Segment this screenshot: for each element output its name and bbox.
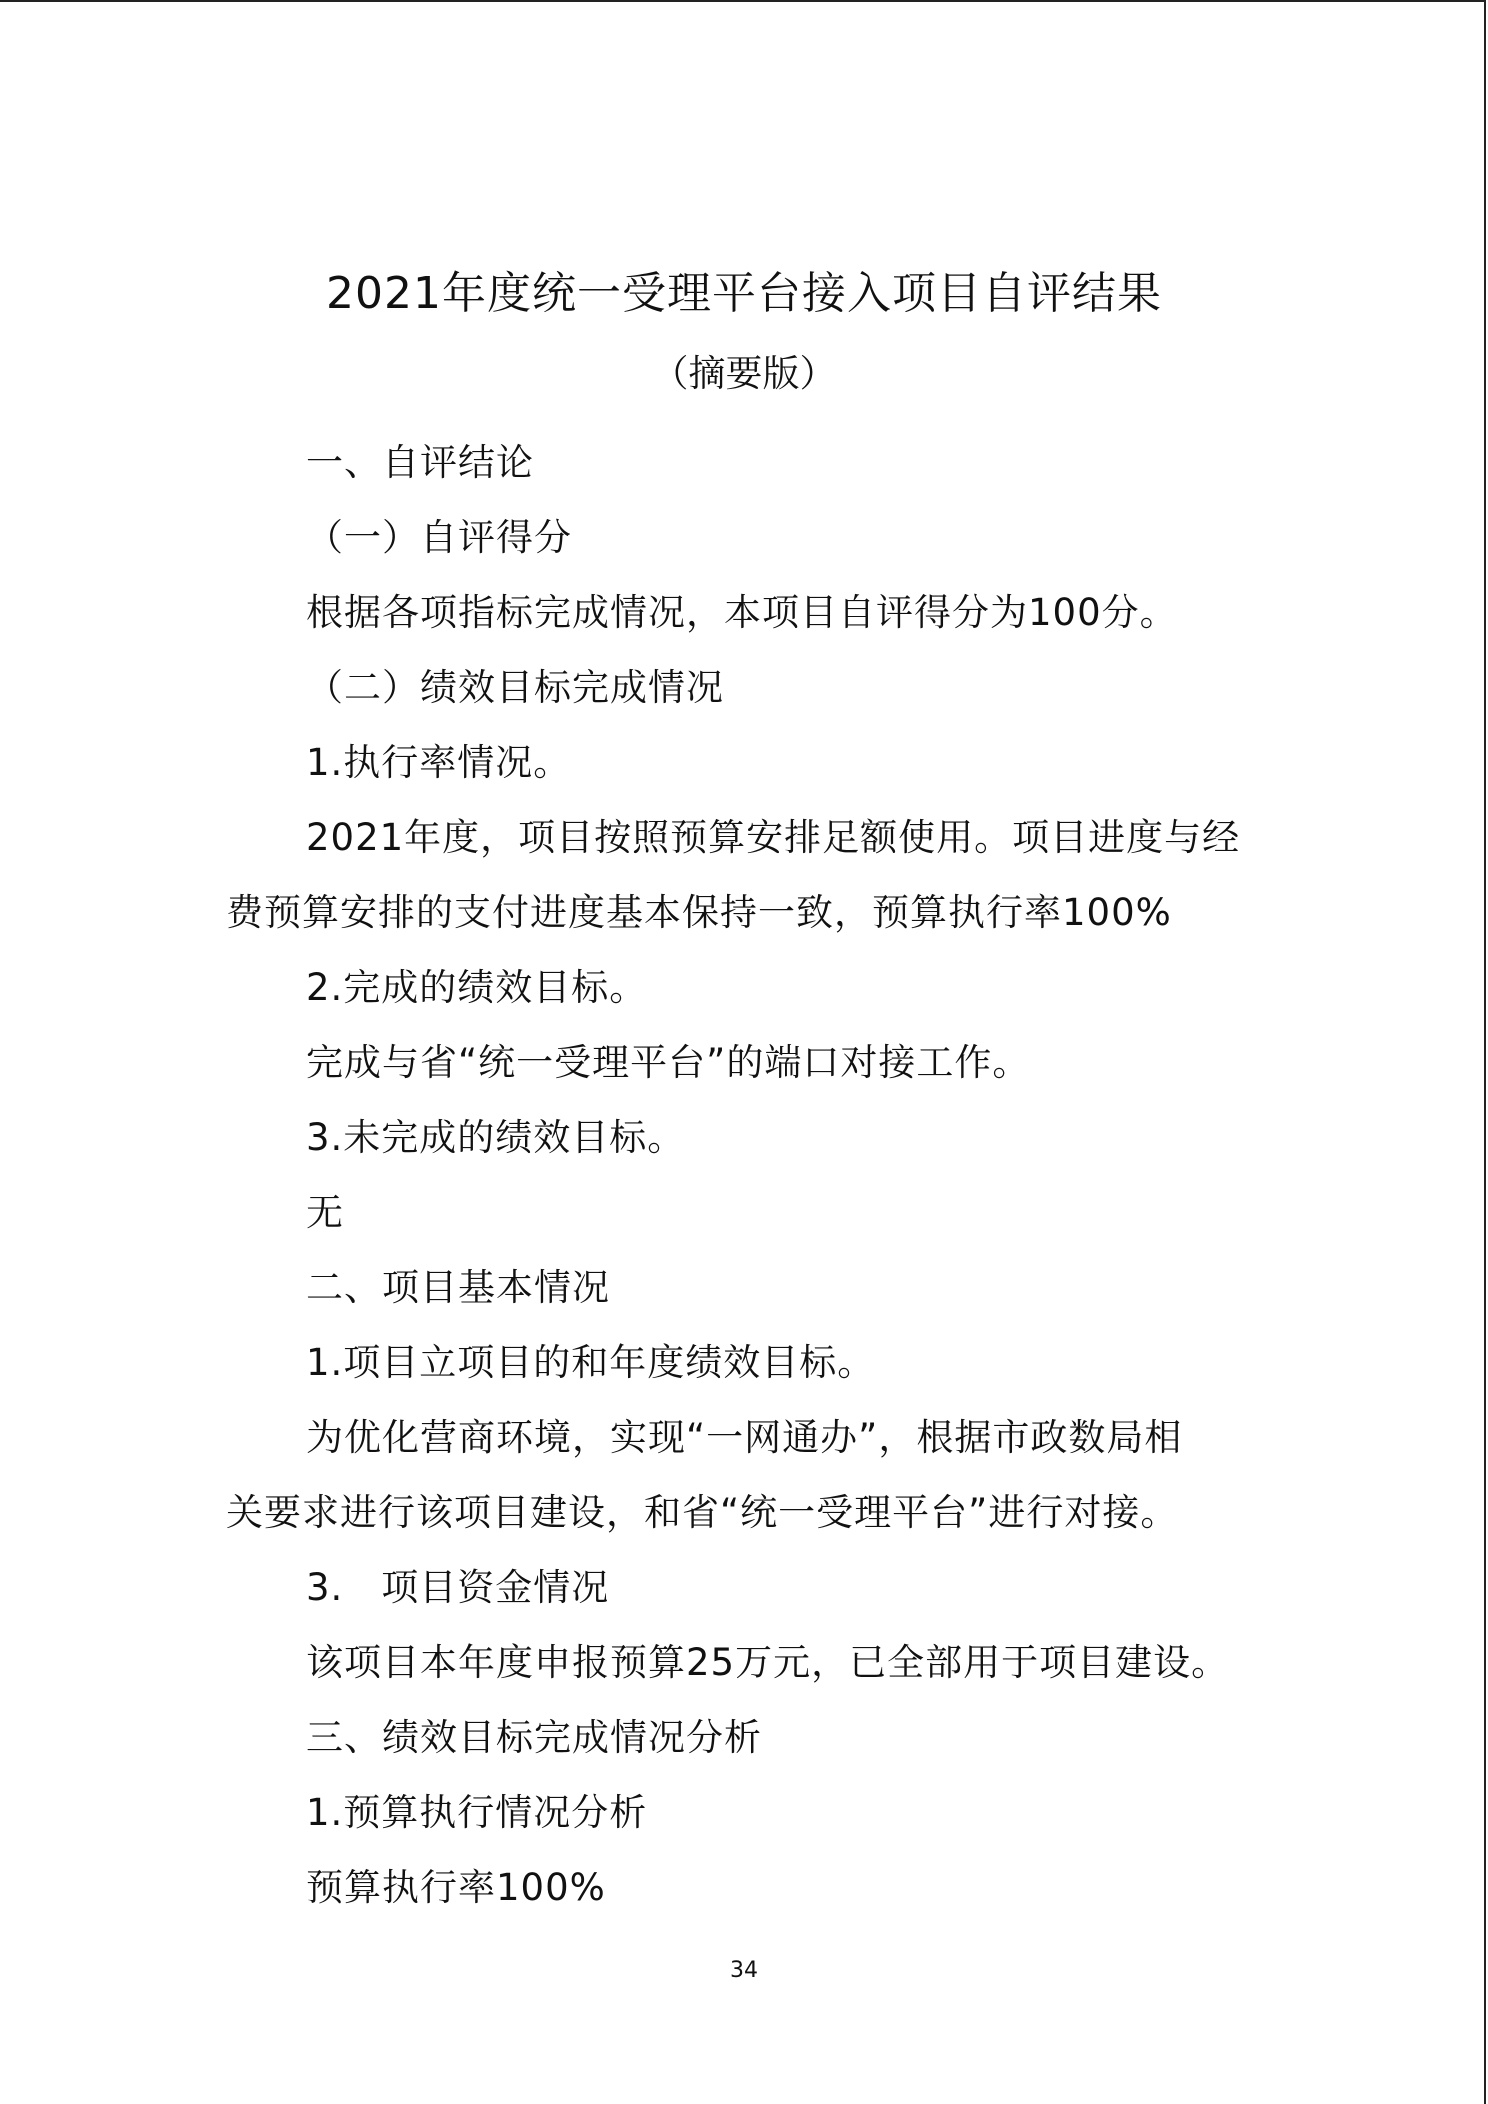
- section-heading-1: 一、自评结论: [306, 441, 534, 484]
- paragraph-purpose-line-1: 为优化营商环境，实现“一网通办”，根据市政数局相: [306, 1416, 1183, 1459]
- paragraph-execution-line-1: 2021年度，项目按照预算安排足额使用。项目进度与经: [306, 816, 1241, 859]
- item-heading-execution-rate: 1.执行率情况。: [306, 741, 572, 784]
- paragraph-score: 根据各项指标完成情况，本项目自评得分为100分。: [306, 591, 1178, 634]
- item-heading-completed-goals: 2.完成的绩效目标。: [306, 966, 648, 1009]
- item-heading-project-purpose: 1.项目立项目的和年度绩效目标。: [306, 1341, 876, 1384]
- paragraph-funding: 该项目本年度申报预算25万元，已全部用于项目建设。: [306, 1641, 1230, 1684]
- subsection-heading-1-1: （一）自评得分: [306, 516, 572, 559]
- item-heading-funding: 3. 项目资金情况: [306, 1566, 610, 1609]
- item-heading-uncompleted-goals: 3.未完成的绩效目标。: [306, 1116, 686, 1159]
- document-title: 2021年度统一受理平台接入项目自评结果: [326, 268, 1162, 319]
- paragraph-uncompleted-goals: 无: [306, 1191, 344, 1234]
- paragraph-budget-analysis: 预算执行率100%: [306, 1866, 606, 1909]
- paragraph-execution-line-2: 费预算安排的支付进度基本保持一致，预算执行率100%: [226, 891, 1172, 934]
- section-heading-2: 二、项目基本情况: [306, 1266, 610, 1309]
- page-number: 34: [730, 1958, 758, 1983]
- item-heading-budget-analysis: 1.预算执行情况分析: [306, 1791, 648, 1834]
- paragraph-purpose-line-2: 关要求进行该项目建设，和省“统一受理平台”进行对接。: [226, 1491, 1179, 1534]
- document-subtitle: （摘要版）: [651, 352, 837, 395]
- section-heading-3: 三、绩效目标完成情况分析: [306, 1716, 762, 1759]
- subsection-heading-1-2: （二）绩效目标完成情况: [306, 666, 724, 709]
- paragraph-completed-goals: 完成与省“统一受理平台”的端口对接工作。: [306, 1041, 1031, 1084]
